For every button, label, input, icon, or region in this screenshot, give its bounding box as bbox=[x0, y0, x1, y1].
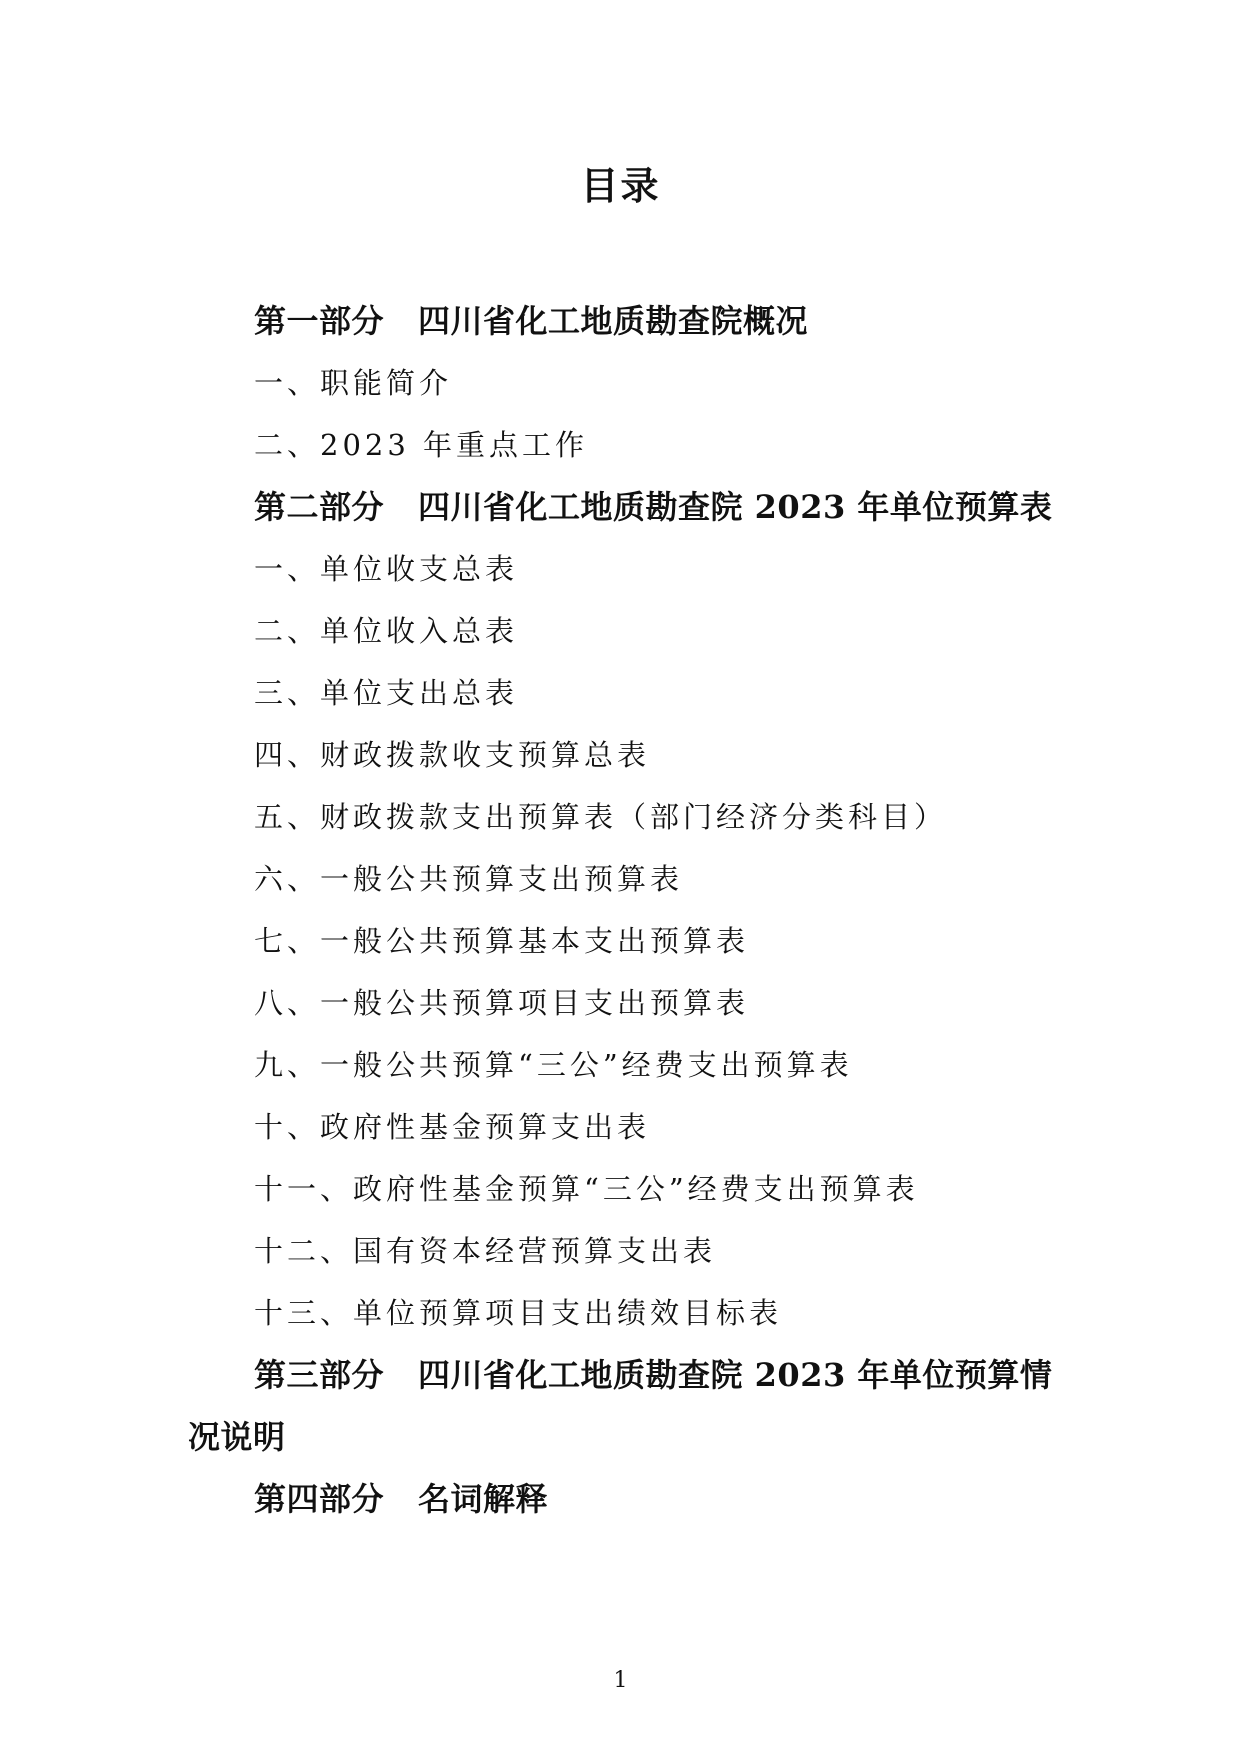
toc-item[interactable]: 六、一般公共预算支出预算表 bbox=[254, 862, 684, 896]
toc-part-4-text: 名词解释 bbox=[418, 1480, 549, 1518]
toc-item[interactable]: 八、一般公共预算项目支出预算表 bbox=[254, 986, 750, 1020]
toc-item[interactable]: 四、财政拨款收支预算总表 bbox=[254, 738, 651, 772]
toc-part-1[interactable] bbox=[188, 290, 1068, 352]
toc-item[interactable]: 十二、国有资本经营预算支出表 bbox=[254, 1234, 717, 1268]
toc-item[interactable]: 二、单位收入总表 bbox=[254, 614, 519, 648]
toc-item[interactable]: 一、单位收支总表 bbox=[254, 552, 519, 586]
page-number: 1 bbox=[613, 1668, 628, 1693]
toc-item[interactable]: 十一、政府性基金预算“三公”经费支出预算表 bbox=[254, 1172, 919, 1206]
toc-part-1-text: 四川省化工地质勘查院概况 bbox=[418, 302, 809, 340]
toc-part-3-text: 四川省化工地质勘查院 2023 年单位预算情况说明 bbox=[188, 1356, 1053, 1456]
toc-part-3[interactable] bbox=[188, 1344, 1068, 1468]
toc-item[interactable]: 一、职能简介 bbox=[254, 366, 453, 400]
toc-part-4[interactable] bbox=[188, 1468, 1068, 1530]
table-of-contents bbox=[188, 290, 1068, 1530]
toc-item[interactable]: 七、一般公共预算基本支出预算表 bbox=[254, 924, 750, 958]
toc-item[interactable]: 十三、单位预算项目支出绩效目标表 bbox=[254, 1296, 783, 1330]
toc-part-1-label: 第一部分 bbox=[254, 302, 385, 340]
toc-part-2-text: 四川省化工地质勘查院 2023 年单位预算表 bbox=[418, 488, 1053, 526]
toc-part-2-label: 第二部分 bbox=[254, 488, 385, 526]
toc-part-4-label: 第四部分 bbox=[254, 1480, 385, 1518]
toc-item[interactable]: 三、单位支出总表 bbox=[254, 676, 519, 710]
toc-item[interactable]: 十、政府性基金预算支出表 bbox=[254, 1110, 651, 1144]
toc-part-3-label: 第三部分 bbox=[254, 1356, 385, 1394]
toc-part-2[interactable] bbox=[188, 476, 1068, 538]
toc-item[interactable]: 二、2023 年重点工作 bbox=[254, 428, 589, 462]
toc-item[interactable]: 五、财政拨款支出预算表（部门经济分类科目） bbox=[254, 800, 948, 834]
page-title: 目录 bbox=[580, 163, 661, 208]
toc-item[interactable]: 九、一般公共预算“三公”经费支出预算表 bbox=[254, 1048, 853, 1082]
